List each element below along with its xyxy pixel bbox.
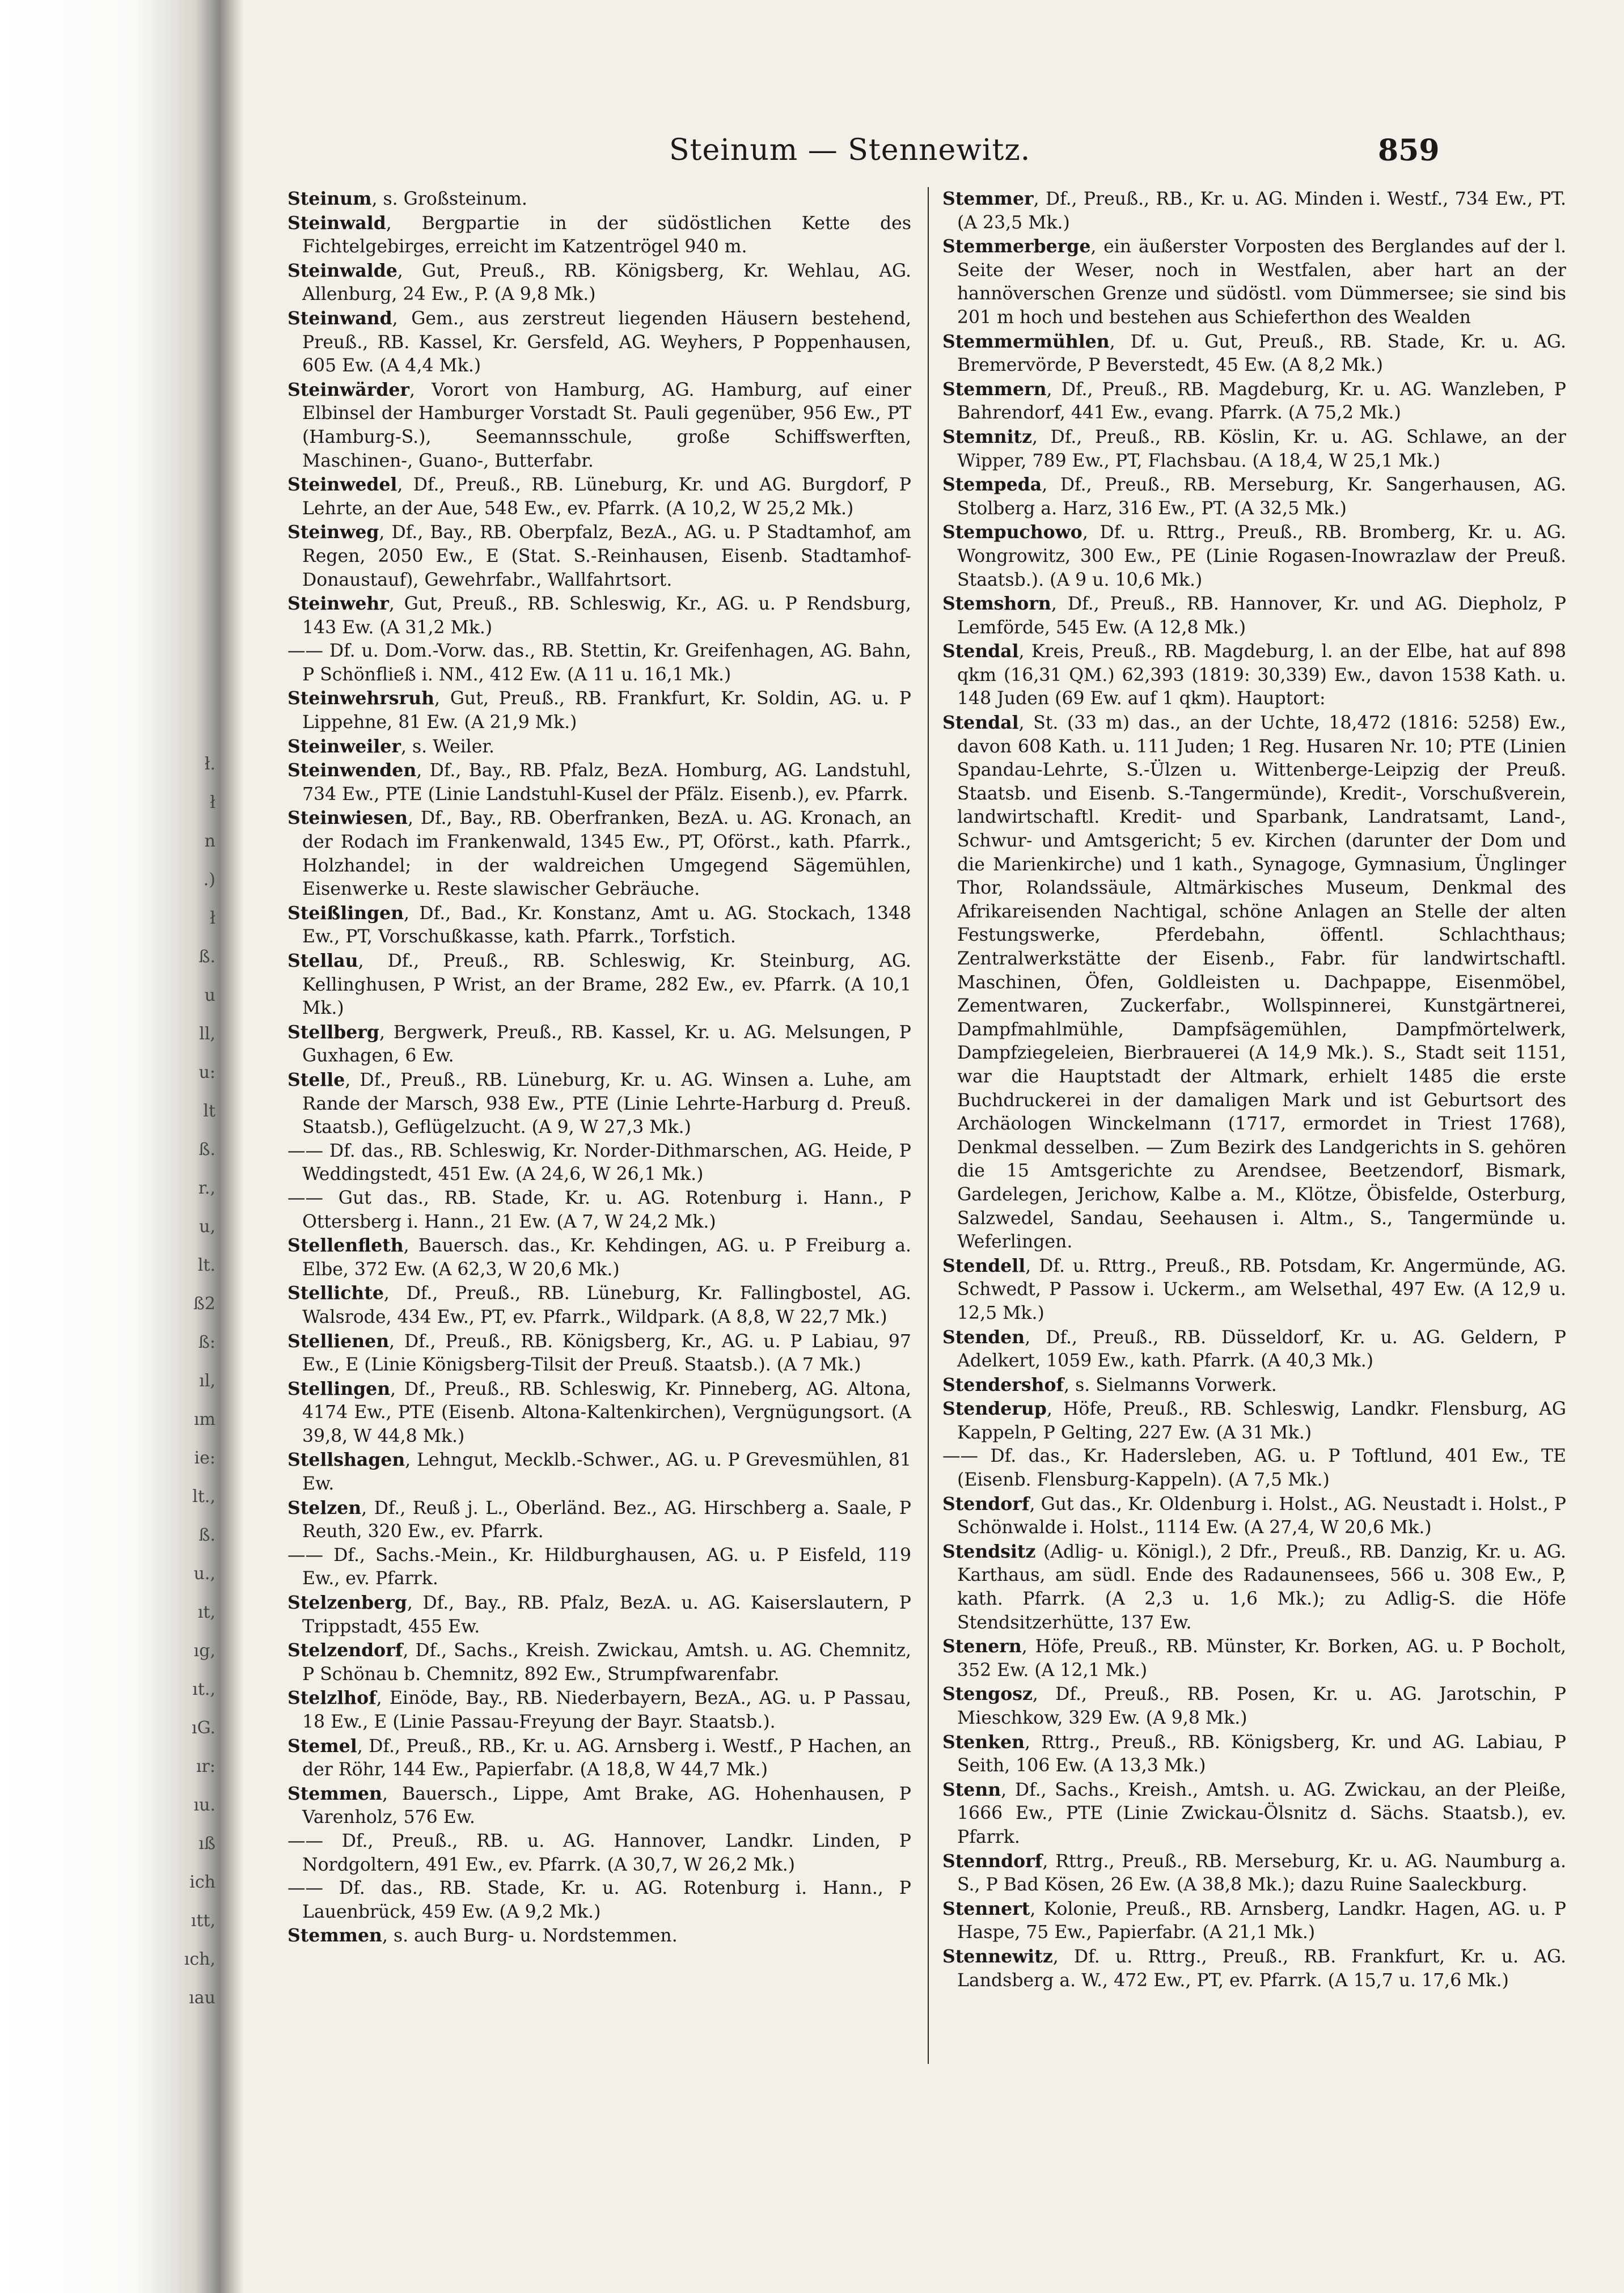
gutter-fragment: ł. (204, 754, 215, 774)
gutter-fragment: u (204, 985, 215, 1005)
dictionary-entry (287, 735, 911, 759)
entry-text: —— Df. das., RB. Schleswig, Kr. Norder-Dithmarschen, AG. Heide, P Weddingstedt, 451 Ew. (A 24,6, W 26,1 Mk.) (287, 1140, 911, 1185)
entry-text: —— Gut das., RB. Stade, Kr. u. AG. Rotenburg i. Hann., P Ottersberg i. Hann., 21 Ew. (A 7, W 24,2 Mk.) (287, 1187, 911, 1232)
entry-text: —— Df., Sachs.-Mein., Kr. Hildburghausen, AG. u. P Eisfeld, 119 Ew., ev. Pfarrk. (287, 1545, 911, 1589)
entry-text: , Gut, Preuß., RB. Königsberg, Kr. Wehlau, AG. Allenburg, 24 Ew., P. (A 9,8 Mk.) (302, 260, 911, 305)
dictionary-entry (287, 1591, 911, 1639)
dictionary-entry (942, 1731, 1566, 1778)
entry-text: , Gut, Preuß., RB. Schleswig, Kr., AG. u. P Rendsburg, 143 Ew. (A 31,2 Mk.) (302, 594, 911, 638)
gutter-fragment: ır: (196, 1757, 215, 1776)
dictionary-entry (287, 1686, 911, 1734)
entry-text: —— Df., Preuß., RB. u. AG. Hannover, Landkr. Linden, P Nordgoltern, 491 Ew., ev. Pfarrk. (A 30,7, W 26,2 Mk.) (287, 1830, 911, 1875)
entry-text: , ein äußerster Vorposten des Berglandes auf der l. Seite der Weser, noch in Westfalen, aber hart an der hannöverschen Grenze und südöstl. vom Dümmersee; sie sind bis 201 m hoch und bestehen aus Schieferthon des Wealden (957, 236, 1566, 328)
dictionary-entry (287, 1544, 911, 1591)
entry-headword: Steinum (287, 188, 372, 209)
entry-text: , Df., Preuß., RB. Posen, Kr. u. AG. Jarotschin, P Mieschkow, 329 Ew. (A 9,8 Mk.) (957, 1684, 1566, 1728)
dictionary-entry (942, 1945, 1566, 1992)
dictionary-entry (942, 521, 1566, 592)
gutter-fragment: ıau (189, 1988, 215, 2008)
entry-headword: Stendorf (942, 1493, 1030, 1514)
entry-text: , Df., Preuß., RB. Schleswig, Kr. Steinburg, AG. Kellinghusen, P Wrist, an der Brame, 282 Ew., ev. Pfarrk. (A 10,1 Mk.) (302, 951, 911, 1019)
entry-text: , Rttrg., Preuß., RB. Königsberg, Kr. und AG. Labiau, P Seith, 106 Ew. (A 13,3 Mk.) (957, 1732, 1566, 1776)
dictionary-entry (942, 235, 1566, 329)
entry-headword: Stellau (287, 950, 358, 971)
entry-headword: Stelzen (287, 1497, 362, 1518)
entry-text: , Df. u. Rttrg., Preuß., RB. Potsdam, Kr. Angermünde, AG. Schwedt, P Passow i. Uckerm., am Welsethal, 497 Ew. (A 12,9 u. 12,5 Mk.) (957, 1255, 1566, 1323)
entry-headword: Steinwedel (287, 474, 397, 496)
gutter-fragment: u: (198, 1063, 215, 1082)
entry-text: , Df., Preuß., RB. Magdeburg, Kr. u. AG. Wanzleben, P Bahrendorf, 441 Ew., evang. Pfarrk. (A 75,2 Mk.) (957, 379, 1566, 424)
dictionary-entry (287, 949, 911, 1021)
gutter-fragment: .) (203, 870, 215, 890)
dictionary-entry (287, 1021, 911, 1068)
entry-text: , Kreis, Preuß., RB. Magdeburg, l. an der Elbe, hat auf 898 qkm (16,31 QM.) 62,393 (1819: 30,339) Ew., davon 1538 Kath. u. 148 Juden (69 Ew. auf 1 qkm). Hauptort: (957, 641, 1566, 709)
dictionary-entry (287, 1448, 911, 1496)
dictionary-entry (942, 187, 1566, 235)
dictionary-entry (287, 1187, 911, 1234)
entry-headword: Stemmen (287, 1783, 382, 1804)
entry-headword: Stennert (942, 1898, 1030, 1919)
entry-headword: Stendershof (942, 1374, 1064, 1395)
entry-headword: Stelzlhof (287, 1687, 377, 1709)
entry-headword: Stelzendorf (287, 1640, 403, 1661)
entry-text: , Df., Sachs., Kreish., Amtsh. u. AG. Zwickau, an der Pleiße, 1666 Ew., PTE (Linie Zwickau-Ölsnitz d. Sächs. Staatsb.), ev. Pfarrk. (957, 1779, 1566, 1847)
dictionary-entry (287, 211, 911, 259)
entry-headword: Stellichte (287, 1283, 384, 1304)
dictionary-entry (287, 1140, 911, 1187)
entry-headword: Steinwand (287, 307, 392, 329)
entry-headword: Steinwald (287, 212, 386, 234)
entry-headword: Steinwärder (287, 379, 409, 400)
entry-text: , Einöde, Bay., RB. Niederbayern, BezA., AG. u. P Passau, 18 Ew., E (Linie Passau-Freyung der Bayr. Staatsb.). (302, 1688, 911, 1732)
entry-text: , Df., Preuß., RB., Kr. u. AG. Arnsberg i. Westf., P Hachen, an der Röhr, 144 Ew., Papierfabr. (A 18,8, W 44,7 Mk.) (302, 1736, 911, 1780)
gutter-fragment: ıt, (197, 1602, 215, 1622)
entry-headword: Steinwiesen (287, 807, 408, 829)
gutter-fragment: n (204, 831, 215, 851)
gutter-fragment: ie: (194, 1448, 215, 1468)
dictionary-entry (287, 378, 911, 473)
dictionary-entry (287, 1377, 911, 1449)
dictionary-entry (287, 187, 911, 211)
dictionary-entry (287, 1877, 911, 1924)
entry-headword: Stengosz (942, 1683, 1033, 1705)
entry-text: , s. Sielmanns Vorwerk. (1064, 1374, 1277, 1395)
gutter-fragment: ıg, (193, 1641, 215, 1661)
gutter-fragment: ich (189, 1872, 215, 1892)
page-header (0, 128, 1624, 179)
dictionary-entry (287, 902, 911, 949)
gutter-fragment: lt., (192, 1487, 215, 1507)
dictionary-entry (287, 259, 911, 307)
dictionary-entry (942, 1682, 1566, 1730)
dictionary-entry (287, 687, 911, 734)
entry-text: , St. (33 m) das., an der Uchte, 18,472 (1816: 5258) Ew., davon 608 Kath. u. 111 Juden; 1 Reg. Husaren Nr. 10; PTE (Linien Spandau-Lehrte, S.-Ülzen u. Wittenberge-Leipzig der Preuß. Staatsb. und Eisenb. S.-Tangermünde), Kredit-, Vorschußverein, landwirtschaftl. Kredit- und Sparbank, Landratsamt, Land-, Schwur- und Amtsgericht; 5 ev. Kirchen (darunter der Dom und die Marienkirche) und 1 kath., Synagoge, Gymnasium, Ünglinger Thor, Rolandssäule, Altmärkisches Museum, Denkmal des Afrikareisenden Nachtigal, schöne Anlagen an Stelle der alten Festungswerke, Pferdebahn, öffentl. Schlachthaus; Zentralwerkstätte der Eisenb., Fabr. für landwirtschaftl. Maschinen, Öfen, Goldleisten u. Dachpappe, Eisenmöbel, Zementwaren, Zuckerfabr., Wollspinnerei, Kunstgärtnerei, Dampfmahlmühle, Dampfsägemühlen, Dampfmörtelwerk, Dampfziegeleien, Bierbrauerei (A 14,9 Mk.). S., Stadt seit 1151, war die Hauptstadt der Altmark, erhielt 1485 die erste Buchdruckerei in der damaligen Mark und ist Geburtsort des Archäologen Winckelmann (1717, ermordet in Triest 1768), Denkmal desselben. — Zum Bezirk des Landgerichts in S. gehören die 15 Amtsgerichte zu Arendsee, Beetzendorf, Bismark, Gardelegen, Jerichow, Kalbe a. M., Klötze, Öbisfelde, Osterburg, Salzwedel, Sandau, Seehausen i. Altm., S., Tangermünde u. Weferlingen. (957, 713, 1566, 1253)
entry-text: , Df., Bay., RB. Oberpfalz, BezA., AG. u. P Stadtamhof, am Regen, 2050 Ew., E (Stat. S.-Reinhausen, Eisenb. Stadtamhof-Donaustauf), Gewehrfabr., Wallfahrtsort. (302, 522, 911, 590)
entry-headword: Stempeda (942, 474, 1042, 496)
gutter-fragment: u, (199, 1217, 215, 1237)
entry-text: , Df., Sachs., Kreish. Zwickau, Amtsh. u. AG. Chemnitz, P Schönau b. Chemnitz, 892 Ew., Strumpfwarenfabr. (302, 1640, 911, 1685)
entry-headword: Stenndorf (942, 1850, 1043, 1872)
entry-text: —— Df. das., RB. Stade, Kr. u. AG. Rotenburg i. Hann., P Lauenbrück, 459 Ew. (A 9,2 Mk.) (287, 1878, 911, 1922)
entry-text: , Df., Bay., RB. Pfalz, BezA. u. AG. Kaiserslautern, P Trippstadt, 455 Ew. (302, 1593, 911, 1637)
entry-headword: Stellingen (287, 1378, 391, 1399)
gutter-fragment: ıu. (193, 1795, 215, 1815)
entry-headword: Stemmer (942, 188, 1034, 209)
entry-headword: Stemmen (287, 1925, 382, 1947)
dictionary-entry (287, 521, 911, 592)
dictionary-entry (942, 1850, 1566, 1897)
entry-text: , Lehngut, Mecklb.-Schwer., AG. u. P Grevesmühlen, 81 Ew. (302, 1450, 911, 1495)
entry-text: , s. Weiler. (400, 736, 495, 757)
gutter-fragment: ß. (198, 1140, 215, 1160)
entry-text: , Bauersch. das., Kr. Kehdingen, AG. u. P Freiburg a. Elbe, 372 Ew. (A 62,3, W 20,6 Mk.) (302, 1236, 911, 1280)
entry-headword: Stendal (942, 641, 1019, 662)
entry-headword: Stelzenberg (287, 1592, 407, 1614)
dictionary-entry (287, 759, 911, 806)
dictionary-entry (287, 1234, 911, 1281)
dictionary-entry (942, 711, 1566, 1254)
gutter-fragment: ım (193, 1410, 215, 1429)
dictionary-entry (287, 592, 911, 640)
dictionary-entry (942, 1397, 1566, 1445)
entry-headword: Stellberg (287, 1021, 379, 1043)
entry-text: , Df. u. Rttrg., Preuß., RB. Frankfurt, Kr. u. AG. Landsberg a. W., 472 Ew., PT, ev. Pfarrk. (A 15,7 u. 17,6 Mk.) (957, 1946, 1566, 1991)
gutter-fragment: ll, (199, 1024, 215, 1044)
gutter-fragment: ß. (198, 1525, 215, 1545)
entry-text: , Df., Bad., Kr. Konstanz, Amt u. AG. Stockach, 1348 Ew., PT, Vorschußkasse, kath. Pfarrk., Torfstich. (302, 903, 911, 947)
entry-text: , Df., Preuß., RB. Schleswig, Kr. Pinneberg, AG. Altona, 4174 Ew., PTE (Eisenb. Altona-Kaltenkirchen), Vergnügungsort. (A 39,8, W 44,8 Mk.) (302, 1378, 911, 1446)
dictionary-entry (942, 1445, 1566, 1492)
gutter-fragment: ıß (198, 1834, 215, 1854)
entry-text: , Gem., aus zerstreut liegenden Häusern bestehend, Preuß., RB. Kassel, Kr. Gersfeld, AG. Weyhers, P Poppenhausen, 605 Ew. (A 4,4 Mk.) (302, 308, 911, 376)
dictionary-entry (942, 473, 1566, 521)
entry-text: , Vorort von Hamburg, AG. Hamburg, auf einer Elbinsel der Hamburger Vorstadt St. Pauli gegenüber, 956 Ew., PT (Hamburg-S.), Seemannsschule, große Schiffswerften, Maschinen-, Guano-, Butterfabr. (302, 379, 911, 471)
entry-headword: Stemmermühlen (942, 331, 1110, 352)
dictionary-entry (287, 1830, 911, 1877)
dictionary-entry (287, 1639, 911, 1686)
gutter-fragment: r., (198, 1178, 215, 1198)
entry-headword: Stellenfleth (287, 1235, 404, 1257)
entry-text: , Höfe, Preuß., RB. Schleswig, Landkr. Flensburg, AG Kappeln, P Gelting, 227 Ew. (A 31 Mk.) (957, 1399, 1566, 1443)
entry-headword: Steinwalde (287, 260, 397, 281)
entry-headword: Stendal (942, 712, 1019, 734)
entry-text: , Df., Preuß., RB. Lüneburg, Kr. und AG. Burgdorf, P Lehrte, an der Aue, 548 Ew., ev. Pfarrk. (A 10,2, W 25,2 Mk.) (302, 475, 911, 519)
entry-text: (Adlig- u. Königl.), 2 Dfr., Preuß., RB. Danzig, Kr. u. AG. Karthaus, am südl. Ende des Radaunensees, 566 u. 308 Ew., P, kath. Pfarrk. (A 2,3 u. 1,6 Mk.); zu Adlig-S. die Höfe Stendsitzerhütte, 137 Ew. (957, 1541, 1566, 1633)
entry-text: , Df., Preuß., RB., Kr. u. AG. Minden i. Westf., 734 Ew., PT. (A 23,5 Mk.) (957, 189, 1566, 233)
dictionary-entry (942, 425, 1566, 473)
gutter-fragment: u., (193, 1564, 215, 1584)
dictionary-entry (942, 1326, 1566, 1373)
entry-text: , Df., Bay., RB. Pfalz, BezA. Homburg, AG. Landstuhl, 734 Ew., PTE (Linie Landstuhl-Kusel der Pfälz. Eisenb.), ev. Pfarrk. (302, 760, 911, 805)
dictionary-entry (942, 1635, 1566, 1682)
entry-headword: Stenden (942, 1326, 1025, 1348)
dictionary-entry (287, 1281, 911, 1329)
entry-text: , Rttrg., Preuß., RB. Merseburg, Kr. u. AG. Naumburg a. S., P Bad Kösen, 26 Ew. (A 38,8 Mk.); dazu Ruine Saaleckburg. (957, 1851, 1566, 1896)
gutter-fragment: ł (210, 793, 215, 813)
dictionary-entry (942, 1373, 1566, 1398)
dictionary-entry (287, 640, 911, 687)
dictionary-entry (942, 1492, 1566, 1540)
gutter-fragment: ß. (198, 947, 215, 967)
entry-headword: Steißlingen (287, 902, 404, 924)
dictionary-entry (287, 307, 911, 378)
gutter-fragment: ß: (198, 1332, 215, 1352)
entry-text: , Df., Preuß., RB. Königsberg, Kr., AG. u. P Labiau, 97 Ew., E (Linie Königsberg-Tilsit der Preuß. Staatsb.). (A 7 Mk.) (302, 1331, 911, 1376)
entry-headword: Stenern (942, 1636, 1022, 1657)
entry-text: , Df., Preuß., RB. Lüneburg, Kr. Fallingbostel, AG. Walsrode, 434 Ew., PT, ev. Pfarrk., Wildpark. (A 8,8, W 22,7 Mk.) (302, 1283, 911, 1327)
entry-text: , s. auch Burg- u. Nordstemmen. (382, 1926, 678, 1947)
entry-text: , Bergwerk, Preuß., RB. Kassel, Kr. u. AG. Melsungen, P Guxhagen, 6 Ew. (302, 1022, 911, 1067)
entry-text: , Df., Reuß j. L., Oberländ. Bez., AG. Hirschberg a. Saale, P Reuth, 320 Ew., ev. Pfarrk. (302, 1497, 911, 1542)
entry-text: , Höfe, Preuß., RB. Münster, Kr. Borken, AG. u. P Bocholt, 352 Ew. (A 12,1 Mk.) (957, 1636, 1566, 1681)
entry-text: , Df., Preuß., RB. Merseburg, Kr. Sangerhausen, AG. Stolberg a. Harz, 316 Ew., PT. (A 32,5 Mk.) (957, 475, 1566, 519)
entry-text: , Df., Preuß., RB. Lüneburg, Kr. u. AG. Winsen a. Luhe, am Rande der Marsch, 938 Ew., PTE (Linie Lehrte-Harburg d. Preuß. Staatsb.), Geflügelzucht. (A 9, W 27,3 Mk.) (302, 1069, 911, 1138)
entry-headword: Stelle (287, 1069, 345, 1090)
dictionary-entry (942, 640, 1566, 711)
entry-headword: Stendsitz (942, 1541, 1036, 1562)
right-column (942, 187, 1566, 1992)
entry-text: , Gut, Preuß., RB. Frankfurt, Kr. Soldin, AG. u. P Lippehne, 81 Ew. (A 21,9 Mk.) (302, 688, 911, 733)
entry-headword: Stemmerberge (942, 236, 1091, 257)
entry-text: , Df., Preuß., RB. Hannover, Kr. und AG. Diepholz, P Lemförde, 545 Ew. (A 12,8 Mk.) (957, 594, 1566, 638)
dictionary-entry (942, 1540, 1566, 1635)
entry-headword: Stemshorn (942, 593, 1051, 615)
dictionary-entry (942, 592, 1566, 640)
entry-headword: Stenken (942, 1731, 1025, 1753)
entry-text: , Df. u. Rttrg., Preuß., RB. Bromberg, Kr. u. AG. Wongrowitz, 300 Ew., PE (Linie Rogasen-Inowrazlaw der Preuß. Staatsb.). (A 9 u. 10,6 Mk.) (957, 522, 1566, 590)
entry-text: , s. Großsteinum. (371, 189, 527, 209)
entry-text: —— Df. u. Dom.-Vorw. das., RB. Stettin, Kr. Greifenhagen, AG. Bahn, P Schönfließ i. NM., 412 Ew. (A 11 u. 16,1 Mk.) (287, 641, 911, 685)
entry-text: , Kolonie, Preuß., RB. Arnsberg, Landkr. Hagen, AG. u. P Haspe, 75 Ew., Papierfabr. (A 21,1 Mk.) (957, 1898, 1566, 1943)
dictionary-entry (287, 1782, 911, 1830)
gutter-fragment: ß2 (193, 1294, 215, 1314)
entry-headword: Stendell (942, 1255, 1026, 1276)
dictionary-entry (287, 473, 911, 521)
gutter-fragment: ł (210, 908, 215, 928)
dictionary-entry (287, 1924, 911, 1948)
entry-text: , Gut das., Kr. Oldenburg i. Holst., AG. Neustadt i. Holst., P Schönwalde i. Holst., 1114 Ew. (A 27,4, W 20,6 Mk.) (957, 1494, 1566, 1538)
entry-text: , Df., Preuß., RB. Köslin, Kr. u. AG. Schlawe, an der Wipper, 789 Ew., PT, Flachsbau. (A 18,4, W 25,1 Mk.) (957, 426, 1566, 471)
entry-headword: Stempuchowo (942, 522, 1082, 543)
dictionary-entry (942, 1254, 1566, 1326)
column-divider (928, 187, 929, 2064)
gutter-fragment: ıt., (192, 1679, 215, 1699)
dictionary-entry (287, 1496, 911, 1544)
dictionary-entry (942, 1778, 1566, 1850)
dictionary-entry (287, 1068, 911, 1140)
entry-headword: Steinwehrsruh (287, 688, 434, 709)
gutter-fragment: lt. (197, 1255, 215, 1275)
dictionary-entry (942, 1897, 1566, 1945)
gutter-fragment: ıG. (191, 1718, 215, 1738)
gutter-fragment: lt (203, 1101, 215, 1121)
dictionary-entry (287, 806, 911, 901)
entry-headword: Stennewitz (942, 1945, 1053, 1967)
entry-headword: Stellienen (287, 1330, 390, 1352)
dictionary-entry (287, 1330, 911, 1377)
page-number: 859 (1378, 133, 1440, 168)
entry-headword: Stellshagen (287, 1449, 405, 1471)
dictionary-entry (942, 330, 1566, 378)
entry-text: , Df., Preuß., RB. Düsseldorf, Kr. u. AG. Geldern, P Adelkert, 1059 Ew., kath. Pfarrk. (A 40,3 Mk.) (957, 1327, 1566, 1372)
entry-text: —— Df. das., Kr. Hadersleben, AG. u. P Toftlund, 401 Ew., TE (Eisenb. Flensburg-Kappeln). (A 7,5 Mk.) (942, 1446, 1566, 1491)
entry-headword: Stenderup (942, 1398, 1047, 1420)
entry-headword: Stemnitz (942, 426, 1032, 447)
entry-headword: Stenn (942, 1779, 1001, 1800)
entry-text: , Df. u. Gut, Preuß., RB. Stade, Kr. u. AG. Bremervörde, P Beverstedt, 45 Ew. (A 8,2 Mk.) (957, 331, 1566, 376)
entry-headword: Steinweiler (287, 735, 401, 757)
dictionary-entry (287, 1734, 911, 1782)
entry-headword: Steinwenden (287, 760, 417, 781)
left-column (287, 187, 911, 1948)
entry-headword: Steinweg (287, 522, 379, 543)
page-title: Steinum — Stennewitz. (669, 133, 1031, 167)
gutter-fragment: ıch, (184, 1949, 215, 1969)
entry-headword: Stemel (287, 1735, 357, 1757)
gutter-fragment: ıl, (199, 1371, 215, 1391)
entry-text: , Bergpartie in der südöstlichen Kette des Fichtelgebirges, erreicht im Katzentrögel 940 m. (302, 213, 911, 257)
entry-text: , Bauersch., Lippe, Amt Brake, AG. Hohenhausen, P Varenholz, 576 Ew. (302, 1783, 911, 1828)
entry-text: , Df., Bay., RB. Oberfranken, BezA. u. AG. Kronach, an der Rodach im Frankenwald, 1345 Ew., PT, Oförst., kath. Pfarrk., Holzhandel; in der waldreichen Umgegend Sägemühlen, Eisenwerke u. Reste slawischer Gebräuche. (302, 808, 911, 900)
entry-headword: Steinwehr (287, 593, 389, 615)
dictionary-entry (942, 378, 1566, 425)
entry-headword: Stemmern (942, 378, 1047, 400)
gutter-fragment: ıtt, (191, 1911, 215, 1931)
